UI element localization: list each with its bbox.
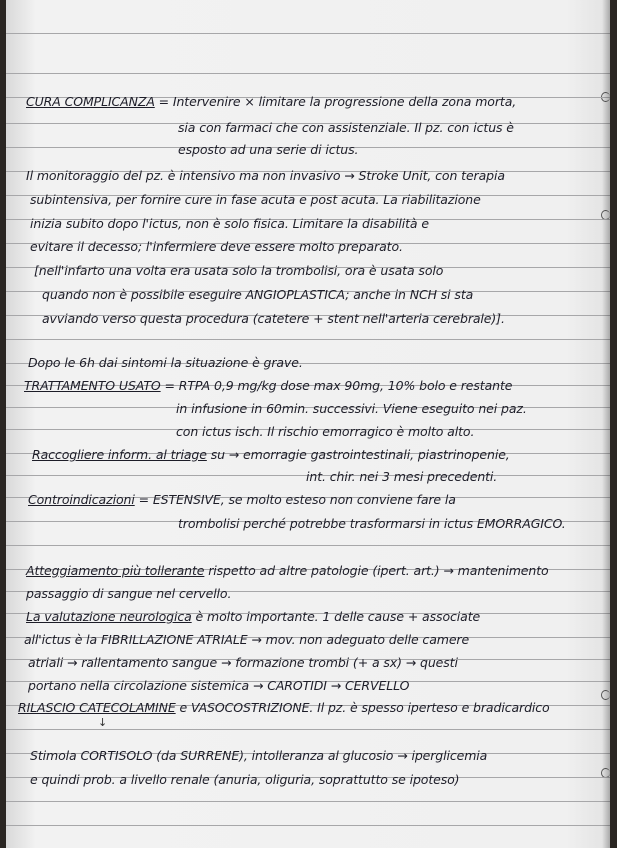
note-line: [nell'infarto una volta era usata solo la trombolisi, ora è usata solo: [34, 263, 444, 278]
note-line: Atteggiamento più tollerante rispetto ad altre patologie (ipert. art.) → mantenimento: [26, 563, 549, 578]
note-line: quando non è possibile eseguire ANGIOPLASTICA; anche in NCH si sta: [42, 287, 474, 302]
note-line: RILASCIO CATECOLAMINE e VASOCOSTRIZIONE. Il pz. è spesso iperteso e bradicardico: [18, 700, 550, 715]
note-line: passaggio di sangue nel cervello.: [26, 586, 232, 601]
note-line: TRATTAMENTO USATO = RTPA 0,9 mg/kg dose max 90mg, 10% bolo e restante: [24, 378, 513, 393]
ruled-line: [6, 825, 610, 826]
ruled-line: [6, 729, 610, 730]
ruled-line: [6, 339, 610, 340]
note-line: inizia subito dopo l'ictus, non è solo fisica. Limitare la disabilità e: [30, 216, 429, 231]
ruled-line: [6, 33, 610, 34]
note-line: esposto ad una serie di ictus.: [178, 142, 359, 157]
notebook-page: [6, 0, 610, 848]
down-arrow-icon: ↓: [98, 716, 108, 729]
note-line: atriali → rallentamento sangue → formazione trombi (+ a sx) → questi: [28, 655, 458, 670]
note-line: portano nella circolazione sistemica → CAROTIDI → CERVELLO: [28, 678, 410, 693]
note-line: trombolisi perché potrebbe trasformarsi in ictus EMORRAGICO.: [178, 516, 566, 531]
note-line: CURA COMPLICANZA = Intervenire × limitare la progressione della zona morta,: [26, 94, 517, 109]
note-line: evitare il decesso; l'infermiere deve essere molto preparato.: [30, 239, 403, 254]
note-line: subintensiva, per fornire cure in fase acuta e post acuta. La riabilitazione: [30, 192, 481, 207]
note-line: in infusione in 60min. successivi. Viene eseguito nei paz.: [176, 401, 527, 416]
note-line: Stimola CORTISOLO (da SURRENE), intolleranza al glucosio → iperglicemia: [30, 748, 488, 763]
note-line: avviando verso questa procedura (catetere + stent nell'arteria cerebrale)].: [42, 311, 505, 326]
note-line: La valutazione neurologica è molto importante. 1 delle cause + associate: [26, 609, 481, 624]
ruled-line: [6, 801, 610, 802]
note-line: all'ictus è la FIBRILLAZIONE ATRIALE → mov. non adeguato delle camere: [24, 632, 470, 647]
note-line: Raccogliere inform. al triage su → emorragie gastrointestinali, piastrinopenie,: [32, 447, 510, 462]
note-line: int. chir. nei 3 mesi precedenti.: [306, 469, 498, 484]
note-line: con ictus isch. Il rischio emorragico è molto alto.: [176, 424, 475, 439]
note-line: Controindicazioni = ESTENSIVE, se molto esteso non conviene fare la: [28, 492, 456, 507]
ruled-line: [6, 73, 610, 74]
page-edge-shadow: [602, 0, 610, 848]
note-line: Dopo le 6h dai sintomi la situazione è grave.: [28, 355, 303, 370]
ruled-line: [6, 545, 610, 546]
note-line: e quindi prob. a livello renale (anuria, oliguria, soprattutto se ipoteso): [30, 772, 460, 787]
note-line: sia con farmaci che con assistenziale. Il pz. con ictus è: [178, 120, 514, 135]
note-line: Il monitoraggio del pz. è intensivo ma non invasivo → Stroke Unit, con terapia: [26, 168, 505, 183]
